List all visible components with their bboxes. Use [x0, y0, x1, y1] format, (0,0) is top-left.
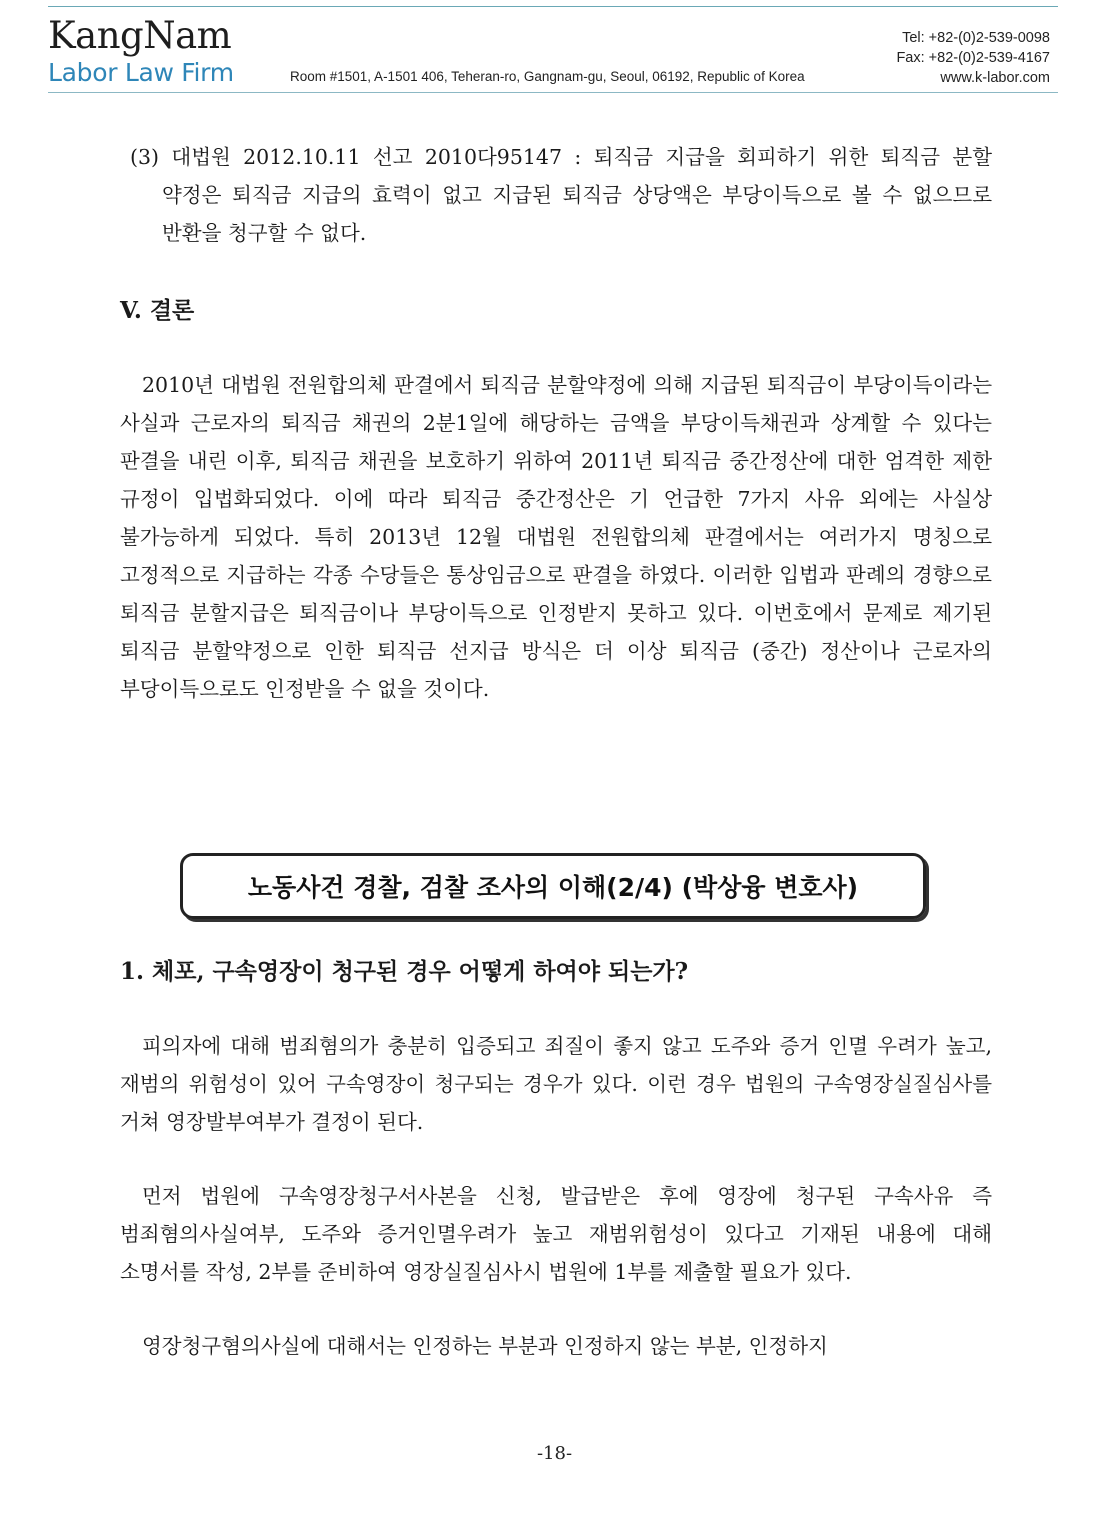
article-title: 노동사건 경찰, 검찰 조사의 이해(2/4) (박상융 변호사)	[247, 873, 859, 902]
question-1-paragraph-3: 영장청구혐의사실에 대해서는 인정하는 부분과 인정하지 않는 부분, 인정하지	[142, 1334, 828, 1358]
question-heading-1: 1. 체포, 구속영장이 청구된 경우 어떻게 하여야 되는가?	[120, 958, 689, 985]
letterhead	[48, 8, 1058, 92]
article-body	[120, 953, 992, 1365]
header-top-rule	[48, 6, 1058, 7]
firm-tel: Tel: +82-(0)2-539-0098	[902, 30, 1050, 46]
precedent-item-3: (3) 대법원 2012.10.11 선고 2010다95147 : 퇴직금 지급을 회피하기 위한 퇴직금 분할 약정은 퇴직금 지급의 효력이 없고 지급된 퇴직금 상당액은 부당이득으로 볼 수 없으므로 반환을 청구할 수 없다.	[130, 145, 992, 245]
header-bottom-rule	[48, 92, 1058, 93]
conclusion-paragraph: 2010년 대법원 전원합의체 판결에서 퇴직금 분할약정에 의해 지급된 퇴직금이 부당이득이라는 사실과 근로자의 퇴직금 채권의 2분1일에 해당하는 금액을 부당이득채권과 상계할 수 있다는 판결을 내린 이후, 퇴직금 채권을 보호하기 위하여 2011년 퇴직금 중간정산에 대한 엄격한 제한 규정이 입법화되었다. 이에 따라 퇴직금 중간정산은 기 언급한 7가지 사유 외에는 사실상 불가능하게 되었다. 특히 2013년 12월 대법원 전원합의체 판결에서는 여러가지 명칭으로 고정적으로 지급하는 각종 수당들은 통상임금으로 판결을 하였다. 이러한 입법과 판례의 경향으로 퇴직금 분할지급은 퇴직금이나 부당이득으로 인정받지 못하고 있다. 이번호에서 문제로 제기된 퇴직금 분할약정으로 인한 퇴직금 선지급 방식은 더 이상 퇴직금 (중간) 정산이나 근로자의 부당이득으로도 인정받을 수 없을 것이다.	[120, 373, 992, 701]
question-1-paragraph-1: 피의자에 대해 범죄혐의가 충분히 입증되고 죄질이 좋지 않고 도주와 증거 인멸 우려가 높고, 재범의 위험성이 있어 구속영장이 청구되는 경우가 있다. 이런 경우 법원의 구속영장실질심사를 거쳐 영장발부여부가 결정이 된다.	[120, 1034, 992, 1134]
article-title-box	[180, 853, 926, 919]
firm-logo-name: KangNam	[48, 14, 232, 57]
firm-website: www.k-labor.com	[940, 70, 1050, 86]
firm-address: Room #1501, A-1501 406, Teheran-ro, Gangnam-gu, Seoul, 06192, Republic of Korea	[290, 69, 805, 84]
firm-contact	[896, 28, 1050, 88]
firm-logo-subtitle: Labor Law Firm	[48, 58, 234, 87]
firm-fax: Fax: +82-(0)2-539-4167	[896, 50, 1050, 66]
page-number: -18-	[536, 1443, 573, 1464]
question-1-paragraph-2: 먼저 법원에 구속영장청구서사본을 신청, 발급받은 후에 영장에 청구된 구속사유 즉 범죄혐의사실여부, 도주와 증거인멸우려가 높고 재범위험성이 있다고 기재된 내용에 대해 소명서를 작성, 2부를 준비하여 영장실질심사시 법원에 1부를 제출할 필요가 있다.	[120, 1184, 992, 1284]
section-heading-conclusion: V. 결론	[120, 297, 195, 324]
page-body	[120, 138, 992, 708]
